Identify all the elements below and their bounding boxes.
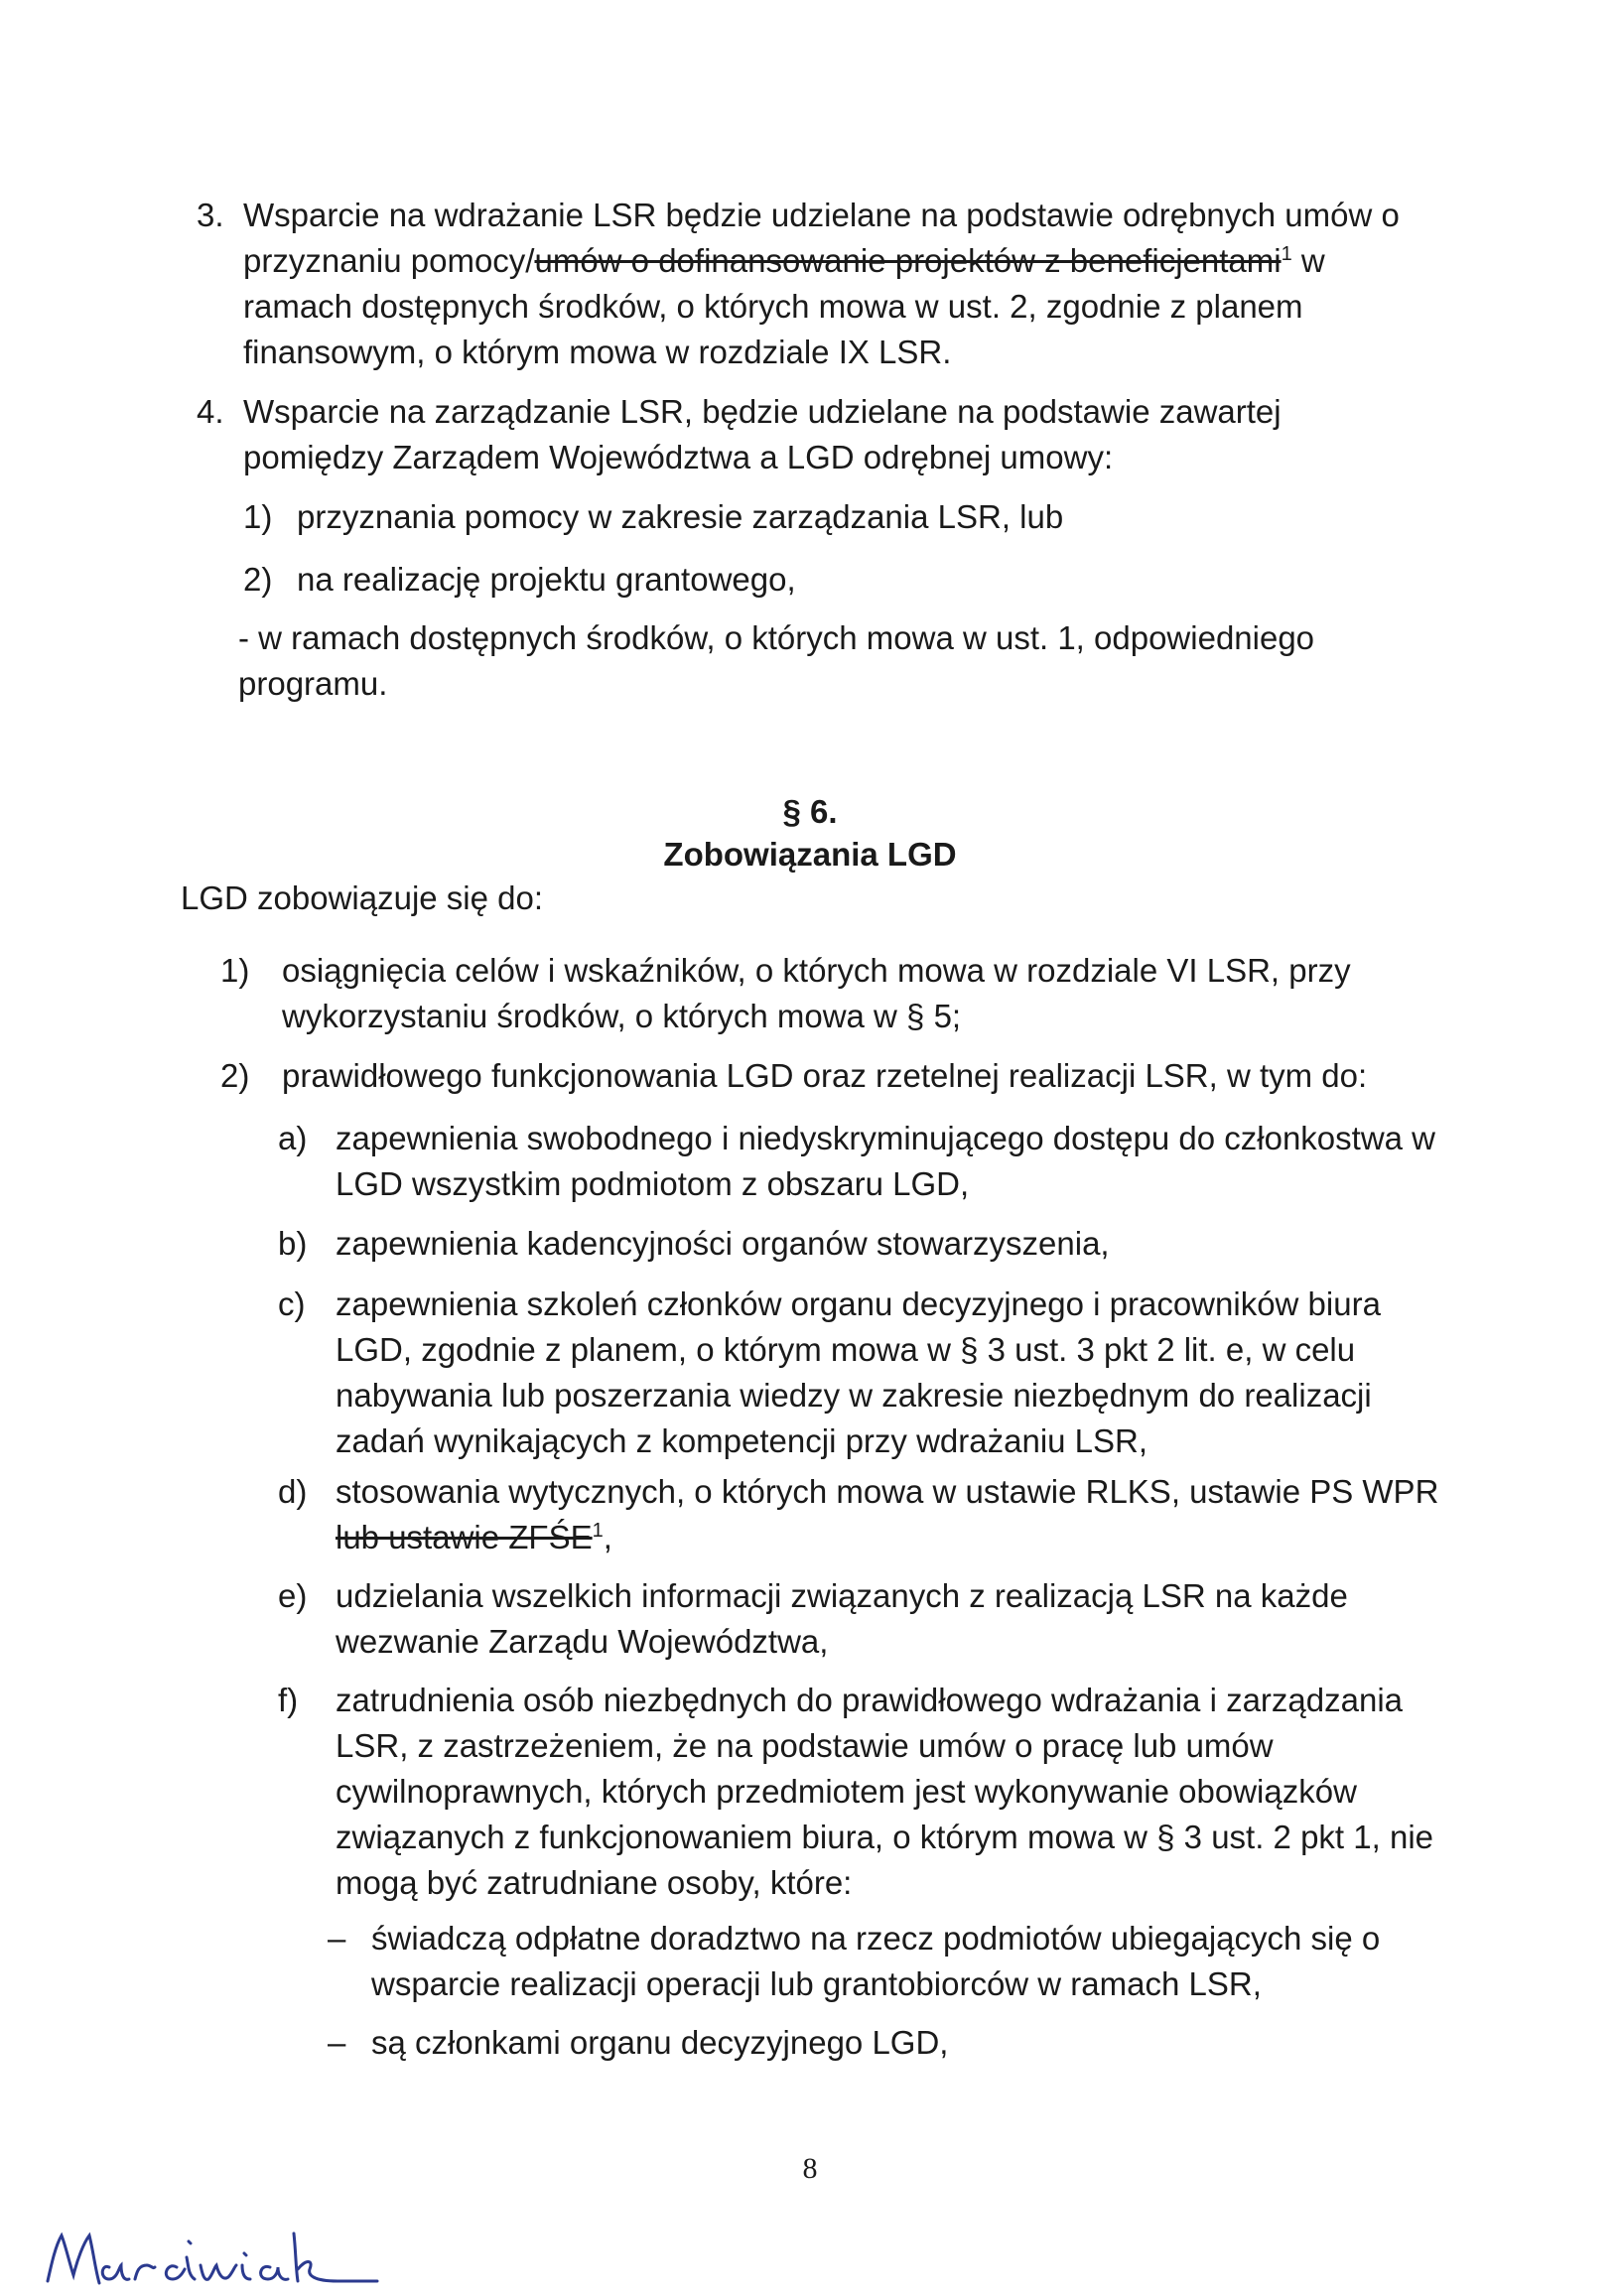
dash-item bbox=[328, 1916, 1439, 2007]
sub-item-c bbox=[278, 1282, 1439, 1464]
item-text: prawidłowego funkcjonowania LGD oraz rzetelnej realizacji LSR, w tym do: bbox=[282, 1057, 1368, 1094]
paragraph-number: 4. bbox=[197, 393, 224, 430]
struck-text: umów o dofinansowanie projektów z beneficjentami bbox=[534, 242, 1282, 279]
sub-item-letter: a) bbox=[278, 1120, 308, 1156]
footnote-mark: 1 bbox=[592, 1520, 604, 1542]
item-text: osiągnięcia celów i wskaźników, o których mowa w rozdziale VI LSR, przy wykorzystaniu środków, o których mowa w § 5; bbox=[282, 952, 1351, 1034]
sub-item-text: udzielania wszelkich informacji związanych z realizacją LSR na każde wezwanie Zarządu Województwa, bbox=[336, 1577, 1348, 1660]
list-item bbox=[220, 1053, 1461, 1099]
list-item bbox=[243, 494, 1335, 540]
sub-item-text: zapewnienia kadencyjności organów stowarzyszenia, bbox=[336, 1225, 1110, 1262]
dash-item-text: świadczą odpłatne doradztwo na rzecz podmiotów ubiegających się o wsparcie realizacji operacji lub grantobiorców w ramach LSR, bbox=[371, 1920, 1381, 2002]
sub-item-letter: b) bbox=[278, 1225, 308, 1262]
dash-mark: – bbox=[328, 2024, 346, 2061]
sub-item-e bbox=[278, 1573, 1439, 1665]
dash-item-text: są członkami organu decyzyjnego LGD, bbox=[371, 2024, 949, 2061]
section-title: Zobowiązania LGD bbox=[663, 836, 957, 873]
list-item bbox=[243, 557, 1335, 603]
dash-mark: – bbox=[328, 1920, 346, 1957]
sub-item-letter: d) bbox=[278, 1473, 308, 1510]
paragraph-closing bbox=[238, 615, 1370, 707]
intro-text: LGD zobowiązuje się do: bbox=[181, 879, 544, 916]
item-number: 1) bbox=[220, 952, 250, 989]
sub-item-text: zatrudnienia osób niezbędnych do prawidłowego wdrażania i zarządzania LSR, z zastrzeżeniem, że na podstawie umów o pracę lub umów cywilnoprawnych, których przedmiotem jest wykonywanie obowiązków związanych z funkcjonowaniem biura, o którym mowa w § 3 ust. 2 pkt 1, nie mogą być zatrudniane osoby, które: bbox=[336, 1682, 1433, 1901]
footnote-mark: 1 bbox=[1281, 243, 1292, 265]
paragraph-number: 3. bbox=[197, 197, 224, 233]
sub-item-a bbox=[278, 1116, 1449, 1207]
handwritten-signature bbox=[40, 2224, 397, 2293]
list-item bbox=[220, 948, 1412, 1039]
closing-text: - w ramach dostępnych środków, o których mowa w ust. 1, odpowiedniego programu. bbox=[238, 619, 1315, 702]
sub-item-letter: f) bbox=[278, 1682, 299, 1718]
sub-item-letter: c) bbox=[278, 1285, 306, 1322]
paragraph-text: Wsparcie na zarządzanie LSR, będzie udzielane na podstawie zawartej pomiędzy Zarządem Województwa a LGD odrębnej umowy: bbox=[243, 393, 1282, 475]
paragraph-text: Wsparcie na wdrażanie LSR będzie udzielane na podstawie odrębnych umów o przyznaniu pomocy/umów o dofinansowanie projektów z beneficjentami$^1$ w ramach dostępnych środków, o których mowa w ust. 2, zgodnie z planem finansowym, o którym mowa w rozdziale IX LSR. bbox=[243, 197, 1400, 370]
sub-item-text: zapewnienia swobodnego i niedyskryminującego dostępu do członkostwa w LGD wszystkim podmiotom z obszaru LGD, bbox=[336, 1120, 1435, 1202]
struck-text: lub ustawie ZFŚE bbox=[336, 1519, 593, 1555]
page-number: 8 bbox=[802, 2152, 818, 2185]
paragraph-4 bbox=[197, 389, 1388, 480]
dash-item bbox=[328, 2020, 1439, 2066]
sub-item-text: stosowania wytycznych, o których mowa w ustawie RLKS, ustawie PS WPR lub ustawie ZFŚE$^1$, bbox=[336, 1473, 1439, 1555]
section-intro bbox=[181, 876, 975, 921]
sub-item-text: zapewnienia szkoleń członków organu decyzyjnego i pracowników biura LGD, zgodnie z planem, o którym mowa w § 3 ust. 3 pkt 2 lit. e, w celu nabywania lub poszerzania wiedzy w zakresie niezbędnym do realizacji zadań wynikających z kompetencji przy wdrażaniu LSR, bbox=[336, 1285, 1381, 1459]
sub-item-letter: e) bbox=[278, 1577, 308, 1614]
item-number: 2) bbox=[220, 1057, 250, 1094]
item-text: na realizację projektu grantowego, bbox=[297, 561, 796, 598]
paragraph-3 bbox=[197, 193, 1437, 375]
item-text: przyznania pomocy w zakresie zarządzania LSR, lub bbox=[297, 498, 1064, 535]
item-number: 1) bbox=[243, 498, 273, 535]
sub-item-f bbox=[278, 1678, 1449, 1906]
section-symbol: § 6. bbox=[782, 793, 838, 830]
item-number: 2) bbox=[243, 561, 273, 598]
sub-item-d bbox=[278, 1469, 1439, 1560]
sub-item-b bbox=[278, 1221, 1449, 1267]
